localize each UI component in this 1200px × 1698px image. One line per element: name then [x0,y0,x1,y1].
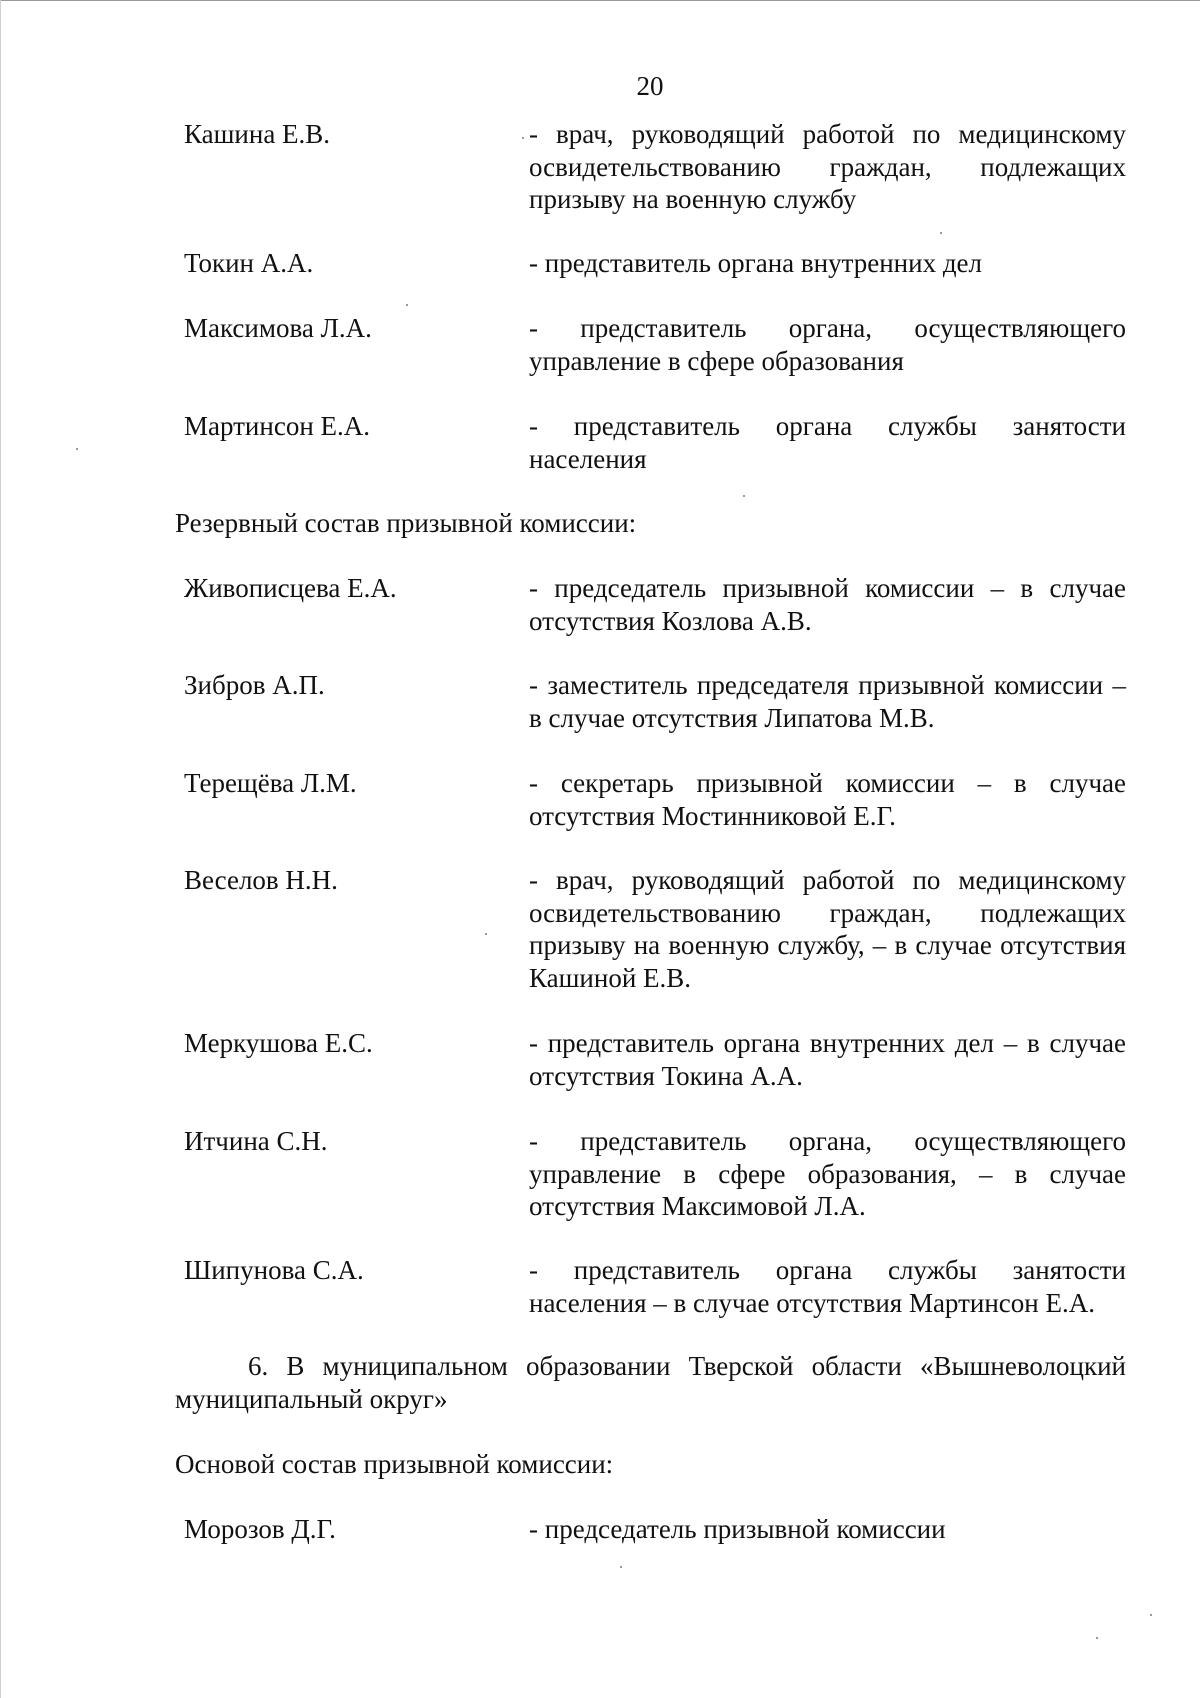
scan-speck [406,304,408,306]
member-role: - врач, руководящий работой по медицинскому освидетельствованию граждан, подлежащих призыву на военную службу [529,119,1126,214]
member-role: - врач, руководящий работой по медицинскому освидетельствованию граждан, подлежащих призыву на военную службу, – в случае отсутствия Кашиной Е.В. [529,865,1126,993]
member-name: Веселов Н.Н. [184,865,338,895]
scan-speck [1096,1637,1098,1639]
page-number: 20 [636,71,664,101]
member-role: - представитель органа внутренних дел – в случае отсутствия Токина А.А. [529,1028,1126,1091]
member-role: - представитель органа, осуществляющего управление в сфере образования, – в случае отсутствия Максимовой Л.А. [529,1126,1126,1221]
member-name: Зибров А.П. [184,670,325,700]
scan-edge [0,0,1200,1]
scan-speck [620,1566,622,1568]
member-role: - секретарь призывной комиссии – в случае отсутствия Мостинниковой Е.Г. [529,768,1126,831]
scan-speck [940,232,942,234]
section-6-paragraph: 6. В муниципальном образовании Тверской области «Вышневолоцкий муниципальный округ» [175,1351,1126,1414]
reserve-heading: Резервный состав призывной комиссии: [175,508,637,538]
scan-edge [0,0,1,1698]
member-role: - представитель органа службы занятости населения – в случае отсутствия Мартинсон Е.А. [529,1255,1126,1318]
member-role: - представитель органа, осуществляющего управление в сфере образования [529,313,1126,376]
member-name: Морозов Д.Г. [184,1514,336,1544]
member-name: Шипунова С.А. [184,1255,364,1285]
scan-speck [76,448,78,450]
member-role: - председатель призывной комиссии [529,1514,946,1544]
member-name: Токин А.А. [184,248,314,278]
member-name: Итчина С.Н. [184,1126,328,1156]
scan-speck [743,495,745,497]
member-role: - представитель органа службы занятости населения [529,411,1126,474]
member-name: Мартинсон Е.А. [184,411,371,441]
member-name: Максимова Л.А. [184,313,372,343]
scan-speck [485,933,487,935]
member-name: Кашина Е.В. [184,119,331,149]
member-role: - заместитель председателя призывной комиссии – в случае отсутствия Липатова М.В. [529,670,1126,733]
main-composition-heading: Основой состав призывной комиссии: [175,1449,614,1479]
member-role: - представитель органа внутренних дел [529,248,983,278]
member-role: - председатель призывной комиссии – в случае отсутствия Козлова А.В. [529,573,1126,636]
member-name: Терещёва Л.М. [184,768,357,798]
member-name: Живописцева Е.А. [184,573,397,603]
scan-speck [522,137,524,139]
scan-speck [1150,1614,1152,1616]
member-name: Меркушова Е.С. [184,1028,373,1058]
